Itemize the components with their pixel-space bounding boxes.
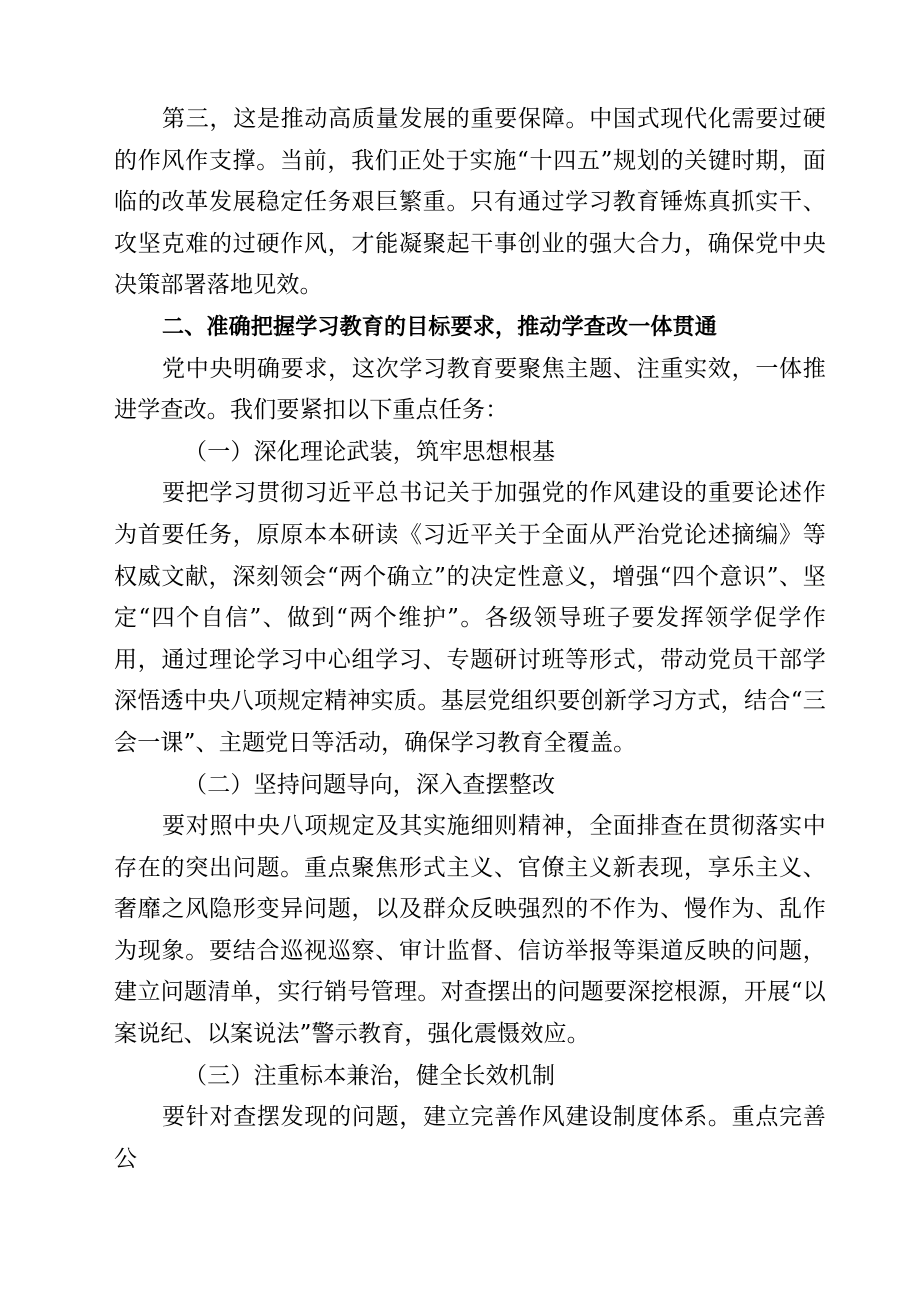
subheading-2: （二）坚持问题导向，深入查摆整改 <box>184 771 556 798</box>
document-body <box>114 99 826 1180</box>
paragraph-theory: 要把学习贯彻习近平总书记关于加强党的作风建设的重要论述作为首要任务，原原本本研读《习近平关于全面从严治党论述摘编》等权威文献，深刻领会“两个确立”的决定性意义，增强“四个意识”、坚定“四个自信”、做到“两个维护”。各级领导班子要发挥领学促学作用，通过理论学习中心组学习、专题研讨班等形式，带动党员干部学深悟透中央八项规定精神实质。基层党组织要创新学习方式，结合“三会一课”、主题党日等活动，确保学习教育全覆盖。 <box>114 480 826 756</box>
section-heading-2: 二、准确把握学习教育的目标要求，推动学查改一体贯通 <box>162 314 718 340</box>
paragraph-requirements: 党中央明确要求，这次学习教育要聚焦主题、注重实效，一体推进学查改。我们要紧扣以下重点任务： <box>114 355 826 424</box>
paragraph-mechanism: 要针对查摆发现的问题，建立完善作风建设制度体系。重点完善公 <box>114 1104 826 1172</box>
paragraph-third-point: 第三，这是推动高质量发展的重要保障。中国式现代化需要过硬的作风作支撑。当前，我们正处于实施“十四五”规划的关键时期，面临的改革发展稳定任务艰巨繁重。只有通过学习教育锤炼真抓实干、攻坚克难的过硬作风，才能凝聚起干事创业的强大合力，确保党中央决策部署落地见效。 <box>114 106 826 299</box>
paragraph-problems: 要对照中央八项规定及其实施细则精神，全面排查在贯彻落实中存在的突出问题。重点聚焦形式主义、官僚主义新表现，享乐主义、奢靡之风隐形变异问题，以及群众反映强烈的不作为、慢作为、乱作为现象。要结合巡视巡察、审计监督、信访举报等渠道反映的问题，建立问题清单，实行销号管理。对查摆出的问题要深挖根源，开展“以案说纪、以案说法”警示教育，强化震慑效应。 <box>114 813 826 1048</box>
subheading-3: （三）注重标本兼治，健全长效机制 <box>184 1062 556 1089</box>
subheading-1: （一）深化理论武装，筑牢思想根基 <box>184 438 556 465</box>
